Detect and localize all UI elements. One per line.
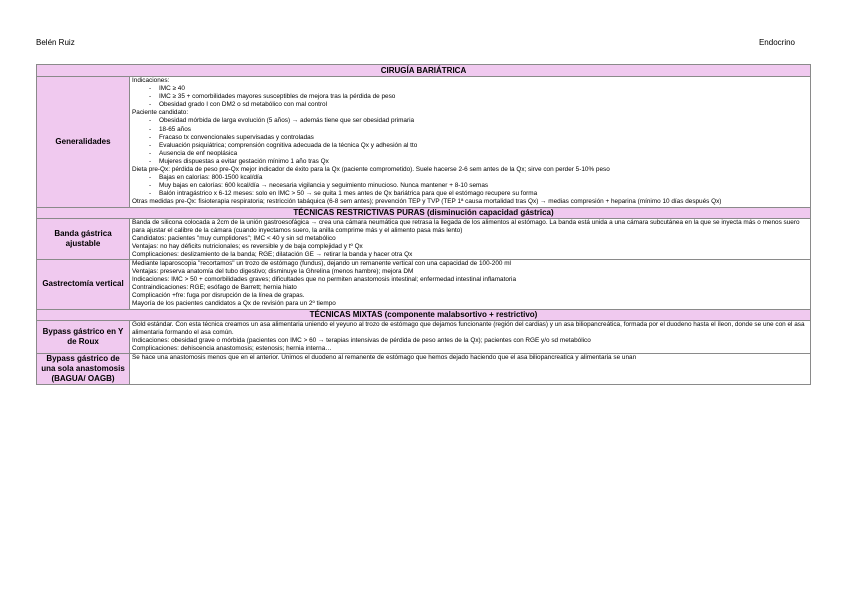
text-line: Banda de silicona colocada a 2cm de la unión gastroesofágica → crea una cámara neumática que retrasa la llegada de los alimentos al estómago. La banda está unida a una cámara subcutánea en la que se inyecta más o menos suero para ajustar el calibre de la cámara (cuando inyectamos suero, la anilla comprime más y el alimento pasa más lento): [132, 218, 800, 234]
bullet-item: - Obesidad mórbida de larga evolución (5 años) → además tiene que ser obesidad primaria: [132, 117, 808, 125]
text-line: Ventajas: preserva anatomía del tubo digestivo; disminuye la Ghrelina (menos hambre); mejora DM: [132, 268, 414, 276]
bullet-item: - 18-65 años: [132, 126, 808, 134]
bullet-item: - Muy bajas en calorías: 600 kcal/día → necesaria vigilancia y seguimiento minucioso. Nunca mantener + 8-10 semas: [132, 182, 808, 190]
text-line: Contraindicaciones: RGE; esófago de Barrett; hernia hiato: [132, 284, 297, 292]
text-line: Se hace una anastomosis menos que en el anterior. Unimos el duodeno al remanente de estómago que hemos dejado haciendo que el asa biliopancreatica y alimentaria se unan: [132, 353, 637, 361]
text-line: Complicación +fre: fuga por disrupción de la línea de grapas.: [132, 292, 305, 300]
subject-name: Endocrino: [758, 38, 795, 47]
table-row-gastrectomia: [37, 259, 811, 309]
row-content-bypass: [130, 320, 811, 353]
text-line: Gold estándar. Con esta técnica creamos un asa alimentaria uniendo el yeyuno al trozo de estómago que dejamos funcionante (región del cardias) y un asa biliopancreática, formada por el duodeno hasta el íleon, donde se une con el asa alimentaria formando el asa común.: [132, 320, 805, 336]
text-line: Complicaciones: dehiscencia anastomosis; estenosis; hernia interna…: [132, 344, 332, 352]
bullet-item: - Mujeres dispuestas a evitar gestación mínimo 1 año tras Qx: [132, 158, 808, 166]
row-label-bagua: Bypass gástrico de una sola anastomosis (BAGUA/ OAGB): [37, 353, 130, 384]
bullet-item: - Ausencia de enf neoplásica: [132, 150, 808, 158]
row-content-generalidades: [130, 77, 811, 208]
row-label-gastrectomia: Gastrectomía vertical: [37, 259, 130, 309]
text-line: Indicaciones: obesidad grave o mórbida (pacientes con IMC > 60 → terapias intensivas de pérdida de peso antes de la Qx); pacientes con RGE y/o sd metabólico: [132, 336, 591, 344]
bullet-item: - IMC ≥ 40: [132, 85, 808, 93]
row-label-bypass: Bypass gástrico en Y de Roux: [37, 320, 130, 353]
row-label-generalidades: Generalidades: [37, 77, 130, 208]
row-content-gastrectomia: [130, 259, 811, 309]
section-header-restrictivas: TÉCNICAS RESTRICTIVAS PURAS (disminución capacidad gástrica): [37, 207, 811, 218]
text-line: Indicaciones: IMC > 50 + comorbilidades graves; dificultades que no permiten anastomosis intestinal; enfermedad intestinal inflamatoria: [132, 276, 516, 284]
table-row-bagua: [37, 353, 811, 384]
table-title: CIRUGÍA BARIÁTRICA: [37, 65, 811, 77]
section-header-mixtas: TÉCNICAS MIXTAS (componente malabsortivo + restrictivo): [37, 309, 811, 320]
text-line: Otras medidas pre-Qx: fisioterapia respiratoria; restricción tabáquica (6-8 sem antes); prevención TEP y TVP (TEP 1ª causa mortalidad tras Qx) → medias compresión + heparina (mínimo 10 días después Qx): [132, 198, 722, 206]
table-row-banda: [37, 218, 811, 259]
summary-table: [36, 64, 811, 385]
row-label-banda: Banda gástrica ajustable: [37, 218, 130, 259]
table-row-bypass: [37, 320, 811, 353]
text-line: Paciente candidato:: [132, 109, 189, 117]
bullet-item: - Fracaso tx convencionales supervisadas y controladas: [132, 134, 808, 142]
row-content-banda: [130, 218, 811, 259]
table-row-generalidades: [37, 77, 811, 208]
bullet-item: - Bajas en calorías: 800-1500 kcal/día: [132, 174, 808, 182]
bullet-item: - Evaluación psiquiátrica; comprensión cognitiva adecuada de la técnica Qx y adhesión al tto: [132, 142, 808, 150]
text-line: Indicaciones:: [132, 77, 170, 84]
author-name: Belén Ruiz: [36, 38, 75, 47]
bullet-item: - Balón intragástrico x 6-12 meses: solo en IMC > 50 → se quita 1 mes antes de Qx bariátrica para que el estómago recupere su forma: [132, 190, 808, 198]
bullet-item: - IMC ≥ 35 + comorbilidades mayores susceptibles de mejora tras la pérdida de peso: [132, 93, 808, 101]
text-line: Dieta pre-Qx: pérdida de peso pre-Qx mejor indicador de éxito para la Qx (paciente comprometido). Suele hacerse 2-6 sem antes de la Qx; sirve con perder 5-10% peso: [132, 166, 610, 174]
text-line: Ventajas: no hay déficits nutricionales; es reversible y de baja complejidad y tº Qx: [132, 242, 363, 250]
bullet-item: - Obesidad grado I con DM2 o sd metabólico con mal control: [132, 101, 808, 109]
text-line: Complicaciones: deslizamiento de la banda; RGE; dilatación GE → retirar la banda y hacer otra Qx: [132, 250, 413, 258]
text-line: Mediante laparoscopia "recortamos" un trozo de estómago (fundus), dejando un remanente vertical con una capacidad de 100-200 ml: [132, 259, 511, 267]
row-content-bagua: [130, 353, 811, 384]
text-line: Candidatos: pacientes "muy cumplidores"; IMC < 40 y sin sd metabólico: [132, 234, 336, 242]
text-line: Mayoría de los pacientes candidatos a Qx de revisión para un 2º tiempo: [132, 300, 336, 308]
